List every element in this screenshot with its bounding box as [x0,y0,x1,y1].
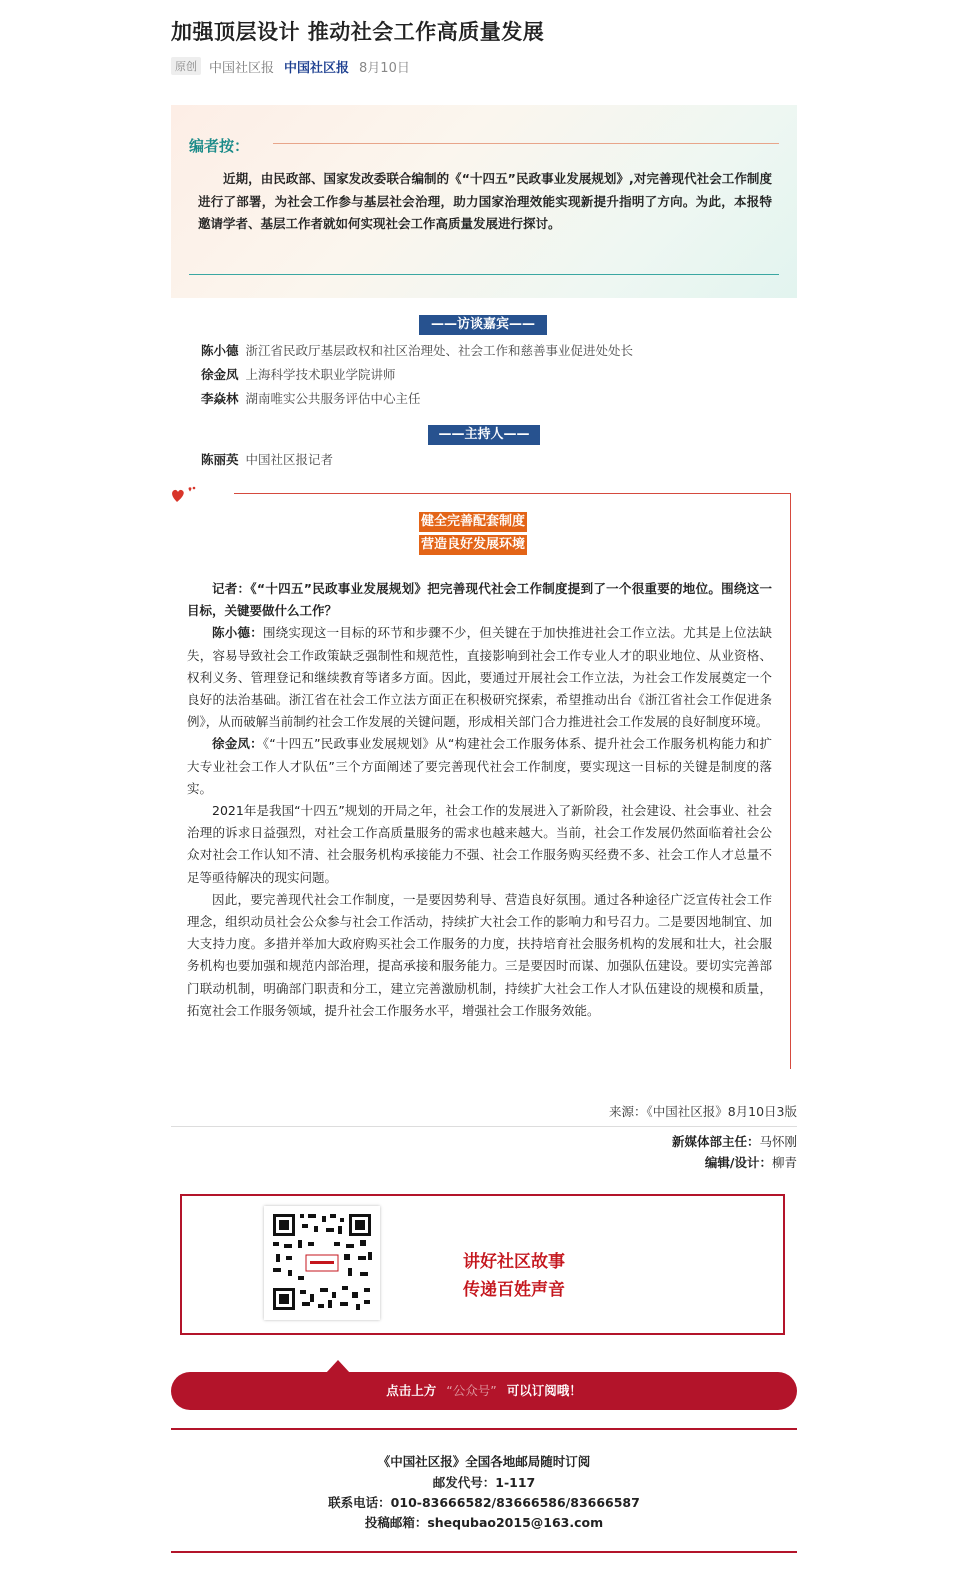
publish-date: 8月10日 [359,60,410,76]
contact-phone: 联系电话：010-83666582/83666586/83666587 [328,1495,640,1510]
guest-desc: 浙江省民政厅基层政权和社区治理处、社会工作和慈善事业促进处处长 [245,343,634,358]
credit-editor-name: 柳青 [771,1155,797,1170]
subscribe-prompt[interactable] [171,1372,797,1410]
subscribe-prefix: 点击上方 [386,1383,437,1398]
article-frame-right [790,493,791,1069]
paragraph [187,578,772,622]
account-link[interactable]: 中国社区报 [284,60,350,76]
editor-note-text: 近期，由民政部、国家发改委联合编制的《“十四五”民政事业发展规划》,对完善现代社会工作制度进行了部署，为社会工作参与基层社会治理，助力国家治理效能实现新提升指明了方向。为此，本报特邀请学者、基层工作者就如何实现社会工作高质量发展进行探讨。 [198,171,772,231]
credit-editor-label: 编辑/设计： [704,1155,772,1170]
paragraph-text: 围绕实现这一目标的环节和步骤不少，但关键在于加快推进社会工作立法。尤其是上位法缺失，容易导致社会工作政策缺乏强制性和规范性，直接影响到社会工作专业人才的职业地位、从业资格、权利义务、管理登记和继续教育等诸多方面。因此，要通过开展社会工作立法，为社会工作发展奠定一个良好的法治基础。浙江省在社会工作立法方面正在积极研究探索，希望推动出台《浙江省社会工作促进条例》，从而破解当前制约社会工作发展的关键问题，形成相关部门合力推进社会工作发展的良好制度环境。 [187,625,772,730]
guest-row [201,365,396,383]
editor-note-divider-top [273,143,779,144]
article-body [187,578,772,1022]
guests-label: ——访谈嘉宾—— [419,315,547,335]
host-label: ——主持人—— [428,425,540,445]
editor-note-box [171,105,797,298]
footer-divider [171,1126,797,1127]
guest-desc: 上海科学技术职业学院讲师 [245,367,396,382]
guest-name: 李焱林 [201,391,239,406]
guest-name: 陈小德 [201,343,239,358]
host-row [201,450,333,468]
promo-slogan-1: 讲好社区故事 [463,1252,565,1272]
guest-row [201,389,421,407]
host-desc: 中国社区报记者 [245,452,334,467]
paragraph [187,800,772,889]
speaker-label: 记者： [212,581,251,596]
guest-name: 徐金凤 [201,367,239,382]
guest-desc: 湖南唯实公共服务评估中心主任 [245,391,421,406]
speaker-label: 徐金凤： [212,736,263,752]
contact-subscribe-line: 《中国社区报》全国各地邮局随时订阅 [377,1454,591,1469]
section-heading-line1: 健全完善配套制度 [419,512,527,532]
contact-email[interactable]: 投稿邮箱：shequbao2015@163.com [364,1515,604,1530]
article-frame-top [234,493,790,494]
article-meta [171,57,410,75]
original-badge: 原创 [171,57,201,75]
paragraph-text: 因此，要完善现代社会工作制度，一是要因势利导、营造良好氛围。通过各种途径广泛宣传社会工作理念，组织动员社会公众参与社会工作活动，持续扩大社会工作的影响力和号召力。二是要因地制宜、加大支持力度。多措并举加大政府购买社会工作服务的力度，扶持培育社会服务机构的发展和壮大，社会服务机构也要加强和规范内部治理，提高承接和服务能力。三是要因时而谋、加强队伍建设。要切实完善部门联动机制，明确部门职责和分工，建立完善激励机制，持续扩大社会工作人才队伍建设的规模和质量，拓宽社会工作服务领域，提升社会工作服务水平，增强社会工作服务效能。 [187,891,772,1018]
contact-postal-code: 邮发代号：1-117 [432,1475,536,1490]
paragraph [187,889,772,1022]
paragraph [187,733,772,800]
author-name: 中国社区报 [209,60,275,76]
editor-note-title: 编者按： [189,137,250,155]
speaker-label: 陈小德： [212,625,263,641]
contact-divider-top [171,1428,797,1430]
heart-icon [169,484,197,506]
article-source: 来源：《中国社区报》8月10日3版 [608,1104,797,1119]
subscribe-suffix: 可以订阅哦！ [506,1383,582,1398]
article-title: 加强顶层设计 推动社会工作高质量发展 [171,20,545,44]
credit-director-name: 马怀刚 [759,1134,797,1149]
qr-code-icon[interactable] [264,1206,380,1320]
subscribe-highlight: “公众号” [446,1383,497,1398]
paragraph-text: 《“十四五”民政事业发展规划》从“构建社会工作服务体系、提升社会工作服务机构能力和扩大专业社会工作人才队伍”三个方面阐述了要完善现代社会工作制度，要实现这一目标的关键是制度的落实。 [187,736,772,796]
promo-slogan-2: 传递百姓声音 [463,1280,565,1300]
paragraph [187,622,772,733]
editor-note-divider-bottom [189,274,779,275]
credit-director-label: 新媒体部主任： [671,1134,760,1149]
host-name: 陈丽英 [201,452,239,467]
paragraph-text: 2021年是我国“十四五”规划的开局之年，社会工作的发展进入了新阶段，社会建设、社会事业、社会治理的诉求日益强烈，对社会工作高质量服务的需求也越来越大。当前，社会工作发展仍然面临着社会公众对社会工作认知不清、社会服务机构承接能力不强、社会工作服务购买经费不多、社会工作人才总量不足等亟待解决的现实问题。 [187,803,772,885]
credit-director [672,1132,797,1150]
contact-divider-bottom [171,1551,797,1553]
credit-editor [705,1153,797,1171]
section-heading-line2: 营造良好发展环境 [419,535,527,555]
paragraph-text: 《“十四五”民政事业发展规划》把完善现代社会工作制度提到了一个很重要的地位。围绕这一目标，关键要做什么工作？ [187,581,772,619]
guest-row [201,341,633,359]
